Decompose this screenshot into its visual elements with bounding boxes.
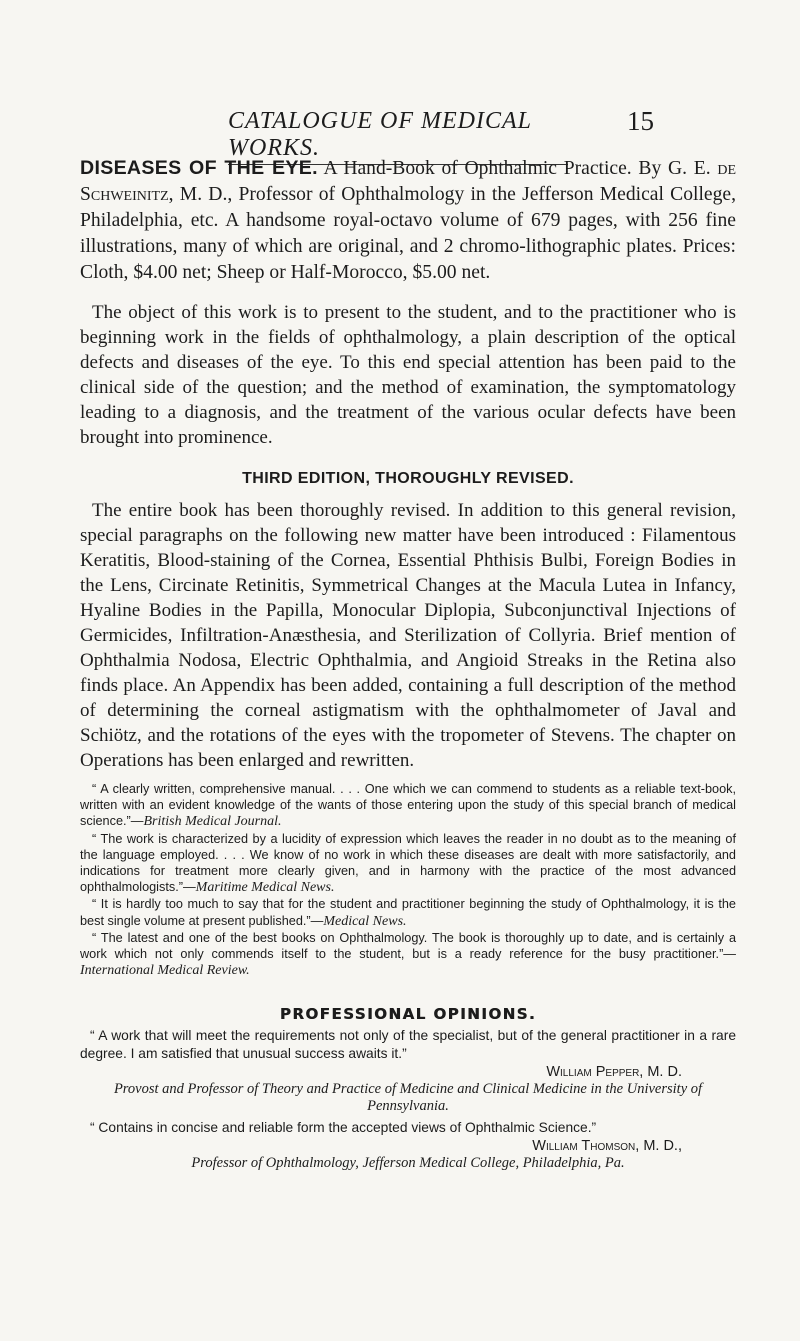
review-source: Medical News. bbox=[323, 913, 407, 929]
review-quote: “ It is hardly too much to say that for the student and practitioner beginning the study of Ophthalmology, it is the best single volume at present published.”— bbox=[80, 897, 736, 928]
book-author: de Schweinitz bbox=[80, 158, 736, 205]
opinion-author-title: Professor of Ophthalmology, Jefferson Medical College, Philadelphia, Pa. bbox=[191, 1155, 625, 1172]
opinion-author: William Thomson, M. D., bbox=[532, 1138, 682, 1155]
review-item bbox=[80, 896, 736, 929]
page-number: 15 bbox=[627, 106, 654, 136]
book-title: DISEASES OF THE EYE. bbox=[80, 157, 318, 179]
page-content bbox=[80, 150, 736, 1172]
review-item bbox=[80, 781, 736, 831]
review-source: British Medical Journal. bbox=[143, 814, 282, 830]
opinion-block bbox=[80, 1119, 736, 1172]
page-header bbox=[0, 106, 800, 161]
opinion-author-title: Provost and Professor of Theory and Practice of Medicine and Clinical Medicine in the University of Pennsylvania. bbox=[113, 1081, 703, 1115]
running-head: CATALOGUE OF MEDICAL WORKS. bbox=[228, 108, 568, 165]
opinion-author: William Pepper, M. D. bbox=[546, 1064, 682, 1081]
edition-heading: THIRD EDITION, THOROUGHLY REVISED. bbox=[242, 470, 574, 487]
review-quote: “ The latest and one of the best books on Ophthalmology. The book is thoroughly up to date, and is certainly a work which not only commends itself to the student, but is a ready reference for the busy practitioner.”— bbox=[80, 930, 736, 962]
press-reviews bbox=[80, 781, 736, 979]
opinion-quote: “ Contains in concise and reliable form the accepted views of Ophthalmic Science.” bbox=[90, 1120, 597, 1136]
book-description: , M. D., Professor of Ophthalmology in the Jefferson Medical College, Philadelphia, etc. A handsome royal-octavo volume of 679 pages, with 256 fine illustrations, many of which are original, and 2 chromo-lithographic plates. Prices: Cloth, $4.00 net; Sheep or Half-Morocco, $5.00 net. bbox=[80, 184, 736, 283]
intro-paragraph: The object of this work is to present to the student, and to the practitioner who is beginning work in the fields of ophthalmology, a plain description of the optical defects and diseases of the eye. To this end special attention has been paid to the clinical side of the question; and the method of examination, the symptomatology leading to a diagnosis, and the treatment of the various ocular defects have been brought into prominence. bbox=[80, 302, 736, 448]
opinion-block bbox=[80, 1027, 736, 1115]
revision-paragraph: The entire book has been thoroughly revised. In addition to this general revision, special paragraphs on the following new matter have been introduced : Filamentous Keratitis, Blood-staining of the Cornea, Essential Phthisis Bulbi, Foreign Bodies in the Lens, Circinate Retinitis, Symmetrical Changes at the Macula Lutea in Infancy, Hyaline Bodies in the Papilla, Monocular Diplopia, Subconjunctival Injections of Germicides, Infiltration-Anæsthesia, and Sterilization of Collyria. Brief mention of Ophthalmia Nodosa, Electric Ophthalmia, and Angioid Streaks in the Retina also finds place. An Appendix has been added, containing a full description of the method of determining the corneal astigmatism with the ophthalmometer of Javal and Schiötz, and the rotations of the eyes with the tropometer of Stevens. The chapter on Operations has been enlarged and rewritten. bbox=[80, 500, 736, 771]
book-subtitle: A Hand-Book of Ophthalmic Practice. By G. E. bbox=[317, 158, 718, 179]
review-source: Maritime Medical News. bbox=[195, 880, 335, 896]
opinions-heading: PROFESSIONAL OPINIONS. bbox=[279, 1005, 537, 1024]
review-item bbox=[80, 831, 736, 897]
review-source: International Medical Review. bbox=[80, 963, 250, 979]
review-quote: “ The work is characterized by a lucidity of expression which leaves the reader in no doubt as to the meaning of the language employed. . . . We know of no work in which these diseases are dealt with more satisfactorily, and indications for treatment more clearly given, and in harmony with the practice of the most advanced ophthalmologists.”— bbox=[80, 831, 736, 895]
review-item bbox=[80, 930, 736, 980]
book-entry bbox=[80, 155, 736, 286]
opinion-quote: “ A work that will meet the requirements not only of the specialist, but of the general practitioner in a rare degree. I am satisfied that unusual success awaits it.” bbox=[80, 1028, 736, 1062]
review-quote: “ A clearly written, comprehensive manual. . . . One which we can commend to students as a reliable text-book, written with an evident knowledge of the wants of those entering upon the study of this special branch of medical science.”— bbox=[80, 782, 736, 829]
